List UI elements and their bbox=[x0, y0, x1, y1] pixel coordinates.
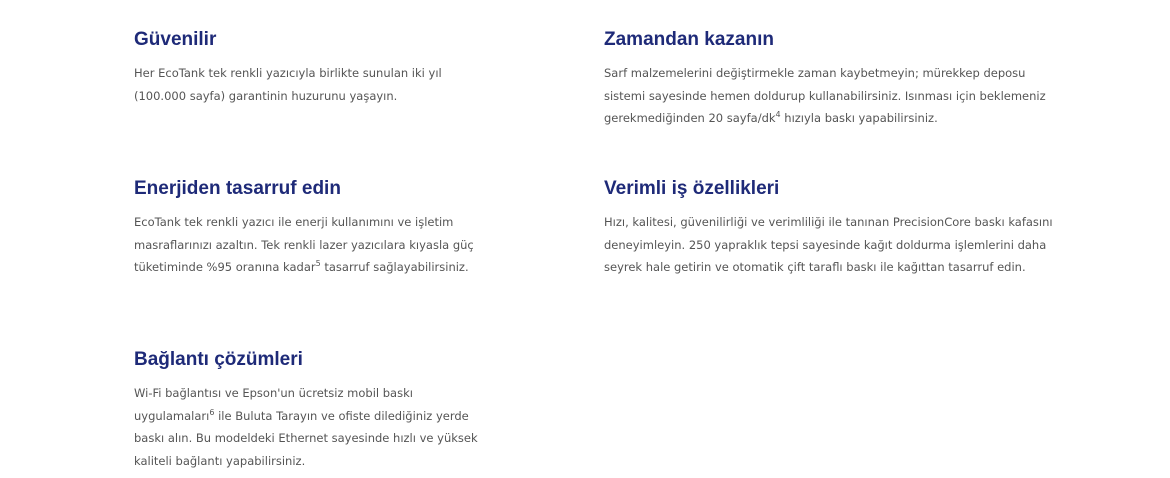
feature-description-part: Wi-Fi bağlantısı ve Epson'un ücretsiz mobil baskı uygulamaları bbox=[134, 386, 413, 423]
feature-description-part: Sarf malzemelerini değiştirmekle zaman kaybetmeyin; mürekkep deposu sistemi sayesinde hemen doldurup kullanabilirsiniz. Isınması için beklemeniz gerekmediğinden 20 sayfa/dk bbox=[604, 66, 1046, 125]
feature-description-part: tasarruf sağlayabilirsiniz. bbox=[320, 260, 469, 274]
feature-title: Zamandan kazanın bbox=[604, 29, 774, 50]
feature-title: Güvenilir bbox=[134, 29, 217, 50]
footnote-marker: 4 bbox=[775, 110, 781, 120]
feature-description-part: EcoTank tek renkli yazıcı ile enerji kullanımını ve işletim masraflarınızı azaltın. Tek renkli lazer yazıcılara kıyasla güç tüketiminde %95 oranına kadar bbox=[134, 215, 474, 274]
feature-description bbox=[604, 62, 1064, 130]
feature-description-part: ile Buluta Tarayın ve ofiste dilediğiniz yerde baskı alın. Bu modeldeki Ethernet sayesinde hızlı ve yüksek kaliteli bağlantı yapabilirsiniz. bbox=[134, 408, 478, 468]
feature-description bbox=[134, 211, 479, 279]
footnote-marker: 6 bbox=[209, 407, 215, 417]
footnote-marker: 5 bbox=[315, 259, 321, 269]
feature-save-time bbox=[604, 28, 1064, 130]
feature-title: Enerjiden tasarruf edin bbox=[134, 178, 341, 199]
feature-save-energy bbox=[134, 177, 479, 279]
feature-connectivity bbox=[134, 348, 479, 472]
feature-description-part: hızıyla baskı yapabilirsiniz. bbox=[780, 111, 938, 125]
feature-reliable bbox=[134, 28, 479, 107]
feature-title: Verimli iş özellikleri bbox=[604, 178, 780, 199]
feature-description: Hızı, kalitesi, güvenilirliği ve verimliliği ile tanınan PrecisionCore baskı kafasını deneyimleyin. 250 yapraklık tepsi sayesinde kağıt doldurma işlemlerini daha seyrek hale getirin ve otomatik çift taraflı baskı ile kağıttan tasarruf edin. bbox=[604, 215, 1053, 274]
feature-description: Her EcoTank tek renkli yazıcıyla birlikte sunulan iki yıl (100.000 sayfa) garantinin huzurunu yaşayın. bbox=[134, 66, 442, 103]
feature-title: Bağlantı çözümleri bbox=[134, 349, 303, 370]
feature-description bbox=[134, 382, 479, 472]
feature-business-features bbox=[604, 177, 1064, 279]
